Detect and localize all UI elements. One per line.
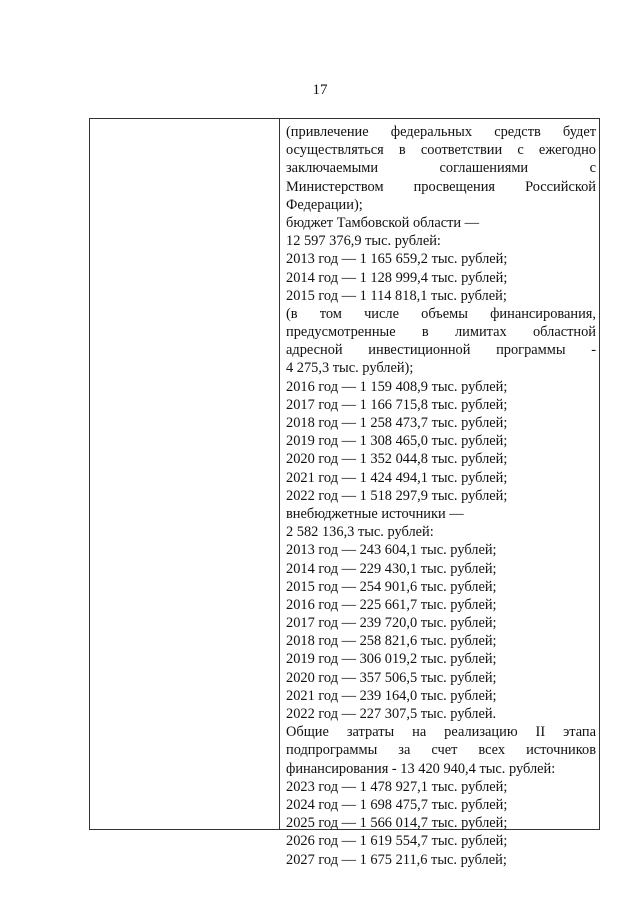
text-line: адресной инвестиционной программы -: [286, 342, 596, 359]
text-line: 2017 год — 239 720,0 тыс. рублей;: [286, 615, 497, 632]
text-line: 2014 год — 1 128 999,4 тыс. рублей;: [286, 269, 508, 286]
text-line: осуществляться в соответствии с ежегодно: [286, 142, 596, 159]
text-line: внебюджетные источники —: [286, 505, 464, 522]
text-line: 2016 год — 225 661,7 тыс. рублей;: [286, 596, 497, 613]
text-line: 2022 год — 227 307,5 тыс. рублей.: [286, 706, 497, 722]
text-line: 2 582 136,3 тыс. рублей:: [286, 524, 434, 541]
text-line: 2019 год — 1 308 465,0 тыс. рублей;: [286, 433, 508, 450]
text-line: 2021 год — 1 424 494,1 тыс. рублей;: [286, 469, 508, 486]
text-line: 2025 год — 1 566 014,7 тыс. рублей;: [286, 815, 508, 832]
text-line: Министерством просвещения Российской: [286, 178, 596, 195]
text-line: 2015 год — 1 114 818,1 тыс. рублей;: [286, 287, 507, 304]
page-number: 17: [312, 82, 328, 98]
text-line: подпрограммы за счет всех источников: [286, 742, 596, 759]
document-table: [89, 118, 600, 868]
text-line: 2021 год — 239 164,0 тыс. рублей;: [286, 687, 497, 704]
text-line: 2026 год — 1 619 554,7 тыс. рублей;: [286, 833, 508, 850]
text-line: 2020 год — 1 352 044,8 тыс. рублей;: [286, 451, 508, 468]
text-line: 2015 год — 254 901,6 тыс. рублей;: [286, 578, 497, 595]
text-line: 2018 год — 1 258 473,7 тыс. рублей;: [286, 415, 508, 431]
text-line: 4 275,3 тыс. рублей);: [286, 360, 414, 377]
table-right-cell: [286, 123, 596, 869]
text-line: 2018 год — 258 821,6 тыс. рублей;: [286, 633, 497, 650]
text-line: предусмотренные в лимитах областной: [286, 324, 596, 341]
text-line: 2014 год — 229 430,1 тыс. рублей;: [286, 560, 497, 577]
text-line: 2022 год — 1 518 297,9 тыс. рублей;: [286, 487, 508, 504]
text-line: Общие затраты на реализацию II этапа: [286, 724, 596, 741]
text-line: 2027 год — 1 675 211,6 тыс. рублей;: [286, 851, 507, 868]
text-line: 2019 год — 306 019,2 тыс. рублей;: [286, 651, 497, 668]
text-line: (привлечение федеральных средств будет: [286, 124, 596, 140]
text-line: финансирования - 13 420 940,4 тыс. рублей:: [286, 760, 556, 777]
text-line: 2023 год — 1 478 927,1 тыс. рублей;: [286, 778, 508, 795]
text-line: 2020 год — 357 506,5 тыс. рублей;: [286, 669, 497, 686]
text-line: 2013 год — 243 604,1 тыс. рублей;: [286, 542, 497, 559]
text-line: бюджет Тамбовской области —: [286, 214, 480, 231]
text-line: 2016 год — 1 159 408,9 тыс. рублей;: [286, 378, 508, 395]
text-line: 2024 год — 1 698 475,7 тыс. рублей;: [286, 796, 508, 813]
text-line: 12 597 376,9 тыс. рублей:: [286, 233, 441, 250]
text-line: (в том числе объемы финансирования,: [286, 305, 596, 322]
column-divider: [279, 119, 280, 829]
text-line: 2013 год — 1 165 659,2 тыс. рублей;: [286, 251, 508, 268]
text-line: Федерации);: [286, 196, 363, 213]
text-line: 2017 год — 1 166 715,8 тыс. рублей;: [286, 396, 508, 413]
text-line: заключаемыми соглашениями с: [286, 160, 596, 177]
